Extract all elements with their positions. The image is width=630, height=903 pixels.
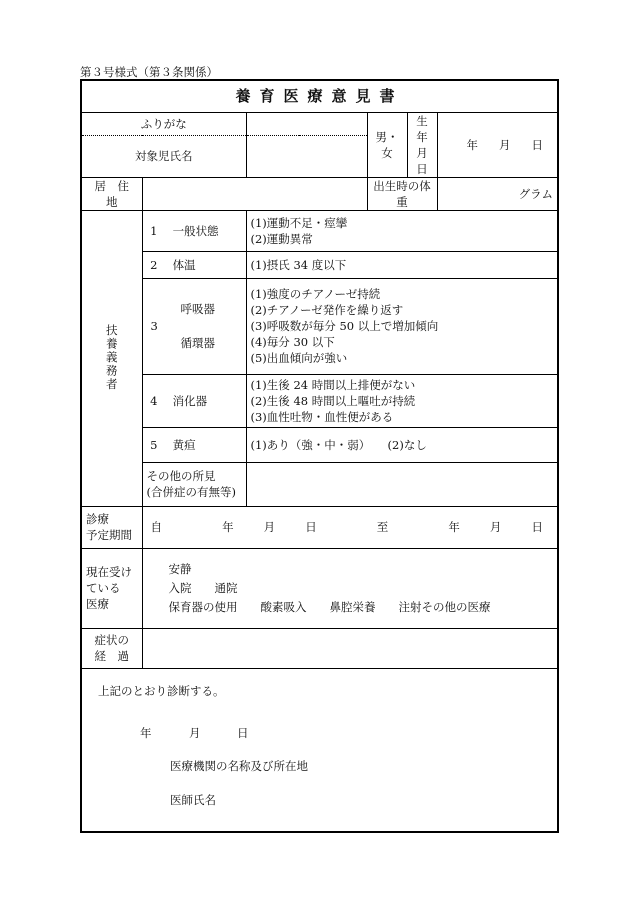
form-number: 第３号様式（第３条関係） [80,65,218,79]
other-findings-label: その他の所見 (合併症の有無等) [142,462,246,506]
diagnosis-month: 月 [189,725,201,740]
treatment-outpatient[interactable]: 通院 [214,580,238,595]
diagnosis-year: 年 [140,725,152,740]
birth-date-label: 生年 月日 [407,112,437,177]
item-1-details: (1)運動不足・痙攣 (2)運動異常 [246,210,558,251]
item-2-details: (1)摂氏 34 度以下 [246,251,558,278]
birth-weight-field[interactable]: グラム [437,177,558,210]
furigana-label: ふりがな [81,112,246,136]
item-4-details: (1)生後 24 時間以上排便がない (2)生後 48 時間以上嘔吐が持続 (3)血性吐物・血性便がある [246,374,558,427]
sex-field[interactable]: 男・女 [367,112,407,177]
item-3-details: (1)強度のチアノーゼ持続 (2)チアノーゼ発作を繰り返す (3)呼吸数が毎分 50 以上で増加傾向 (4)毎分 30 以下 (5)出血傾向が強い [246,278,558,374]
item-5-name: 5 黄疸 [142,427,246,462]
item-3-name: 3 呼吸器 循環器 [142,278,246,374]
item-4-name: 4 消化器 [142,374,246,427]
treatment-nasal-feeding[interactable]: 鼻腔栄養 [329,599,376,614]
furigana-field[interactable] [246,112,367,136]
treatment-oxygen[interactable]: 酸素吸入 [260,599,307,614]
doctor-name-label: 医師氏名 [170,792,216,807]
diagnosis-day: 日 [237,725,249,740]
treatment-rest[interactable]: 安静 [168,561,192,576]
medical-opinion-form [80,79,559,833]
diagnosis-statement: 上記のとおり診断する。 [98,683,225,698]
progress-field[interactable] [142,628,558,668]
current-treatment-options [142,548,558,628]
birth-weight-label: 出生時の体重 [367,177,437,210]
period-label: 診療 予定期間 [81,506,142,548]
child-name-label: 対象児氏名 [81,136,246,177]
current-treatment-label: 現在受け ている 医療 [81,548,142,628]
form-title: 養育医療意見書 [81,80,558,112]
period-field[interactable]: 自 年 月 日 至 年 月 日 [142,506,558,548]
item-5-details: (1)あり（強・中・弱） (2)なし [246,427,558,462]
item-1-name: 1 一般状態 [142,210,246,251]
institution-label: 医療機関の名称及び所在地 [170,758,308,773]
treatment-inpatient[interactable]: 入院 [168,580,192,595]
child-name-field[interactable] [246,136,367,177]
guardian-label: 扶養義務者 [81,210,142,506]
other-findings-field[interactable] [246,462,558,506]
residence-field[interactable] [142,177,367,210]
diagnosis-section [81,668,558,832]
birth-date-field[interactable]: 年 月 日 [437,112,558,177]
treatment-injection-other[interactable]: 注射その他の医療 [398,599,491,614]
treatment-incubator[interactable]: 保育器の使用 [168,599,238,614]
item-2-name: 2 体温 [142,251,246,278]
residence-label: 居 住 地 [81,177,142,210]
progress-label: 症状の 経 過 [81,628,142,668]
